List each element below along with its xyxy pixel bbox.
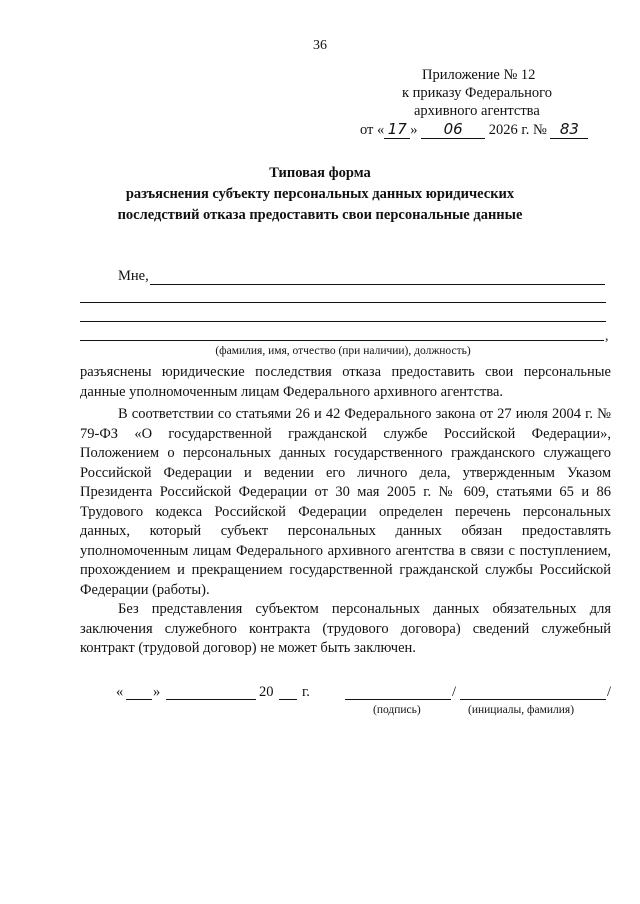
name-caption: (фамилия, имя, отчество (при наличии), должность) [215, 345, 471, 357]
title-line-3: последствий отказа предоставить свои персональные данные [117, 207, 523, 223]
handwritten-order-number: 83 [550, 120, 588, 139]
quote-open: « [116, 684, 124, 700]
name-fill-line-2[interactable] [80, 302, 606, 303]
paragraph-2: В соответствии со статьями 26 и 42 Федерального закона от 27 июля 2004 г. № 79-ФЗ «О государственной гражданской службе Российской Федерации», Положением о персональных данных государственного гражданского служащего Российской Федерации и ведении его личного дела, утвержденным Указом Президента Российской Федерации от 30 мая 2005 г. № 609, статьями 65 и 86 Трудового кодекса Российской Федерации определен перечень персональных данных, который субъект персональных данных обязан предоставлять уполномоченным лицам Федерального архивного агентства в связи с поступлением, прохождением и прекращением государственной гражданской службы Российской Федерации (работы). [80, 406, 611, 598]
blank-day-field[interactable] [126, 699, 152, 700]
quote-close: » [153, 684, 161, 700]
name-fill-line-3[interactable] [80, 321, 606, 322]
page-number: 36 [313, 38, 327, 53]
mne-label: Мне, [118, 268, 149, 284]
signature-caption: (подпись) [373, 704, 421, 716]
appendix-line-1: Приложение № 12 [422, 67, 536, 83]
name-fill-line-4[interactable] [80, 340, 604, 341]
title-line-2: разъяснения субъекту персональных данных юридических [125, 186, 515, 202]
line-comma: , [605, 329, 609, 344]
date-prefix: от « [360, 122, 385, 138]
title-line-1: Типовая форма [269, 165, 371, 181]
appendix-line-2: к приказу Федерального [402, 85, 553, 101]
date-close-quote: » [410, 122, 418, 138]
name-fill-line-1[interactable] [150, 284, 605, 285]
slash-end: / [607, 684, 612, 700]
signature-field[interactable] [345, 699, 451, 700]
initials-field[interactable] [460, 699, 606, 700]
year-prefix: 20 [259, 684, 274, 700]
slash-separator: / [452, 684, 457, 700]
handwritten-day: 17 [384, 120, 410, 139]
initials-caption: (инициалы, фамилия) [468, 704, 575, 716]
blank-month-field[interactable] [166, 699, 256, 700]
signature-row [0, 684, 640, 704]
year-suffix: г. [302, 684, 310, 700]
appendix-header [360, 66, 610, 139]
blank-year-field[interactable] [279, 699, 297, 700]
appendix-date-line [360, 120, 610, 139]
document-title [0, 163, 640, 226]
paragraph-1: разъяснены юридические последствия отказа предоставить свои персональные данные уполномоченным лицам Федерального архивного агентства. [80, 364, 611, 400]
appendix-line-3: архивного агентства [414, 103, 540, 119]
paragraph-3: Без представления субъектом персональных данных обязательных для заключения служебного контракта (трудового договора) сведений служебный контракт (трудовой договор) не может быть заключен. [80, 601, 611, 656]
handwritten-month: 06 [421, 120, 485, 139]
date-year: 2026 г. № [488, 122, 547, 138]
